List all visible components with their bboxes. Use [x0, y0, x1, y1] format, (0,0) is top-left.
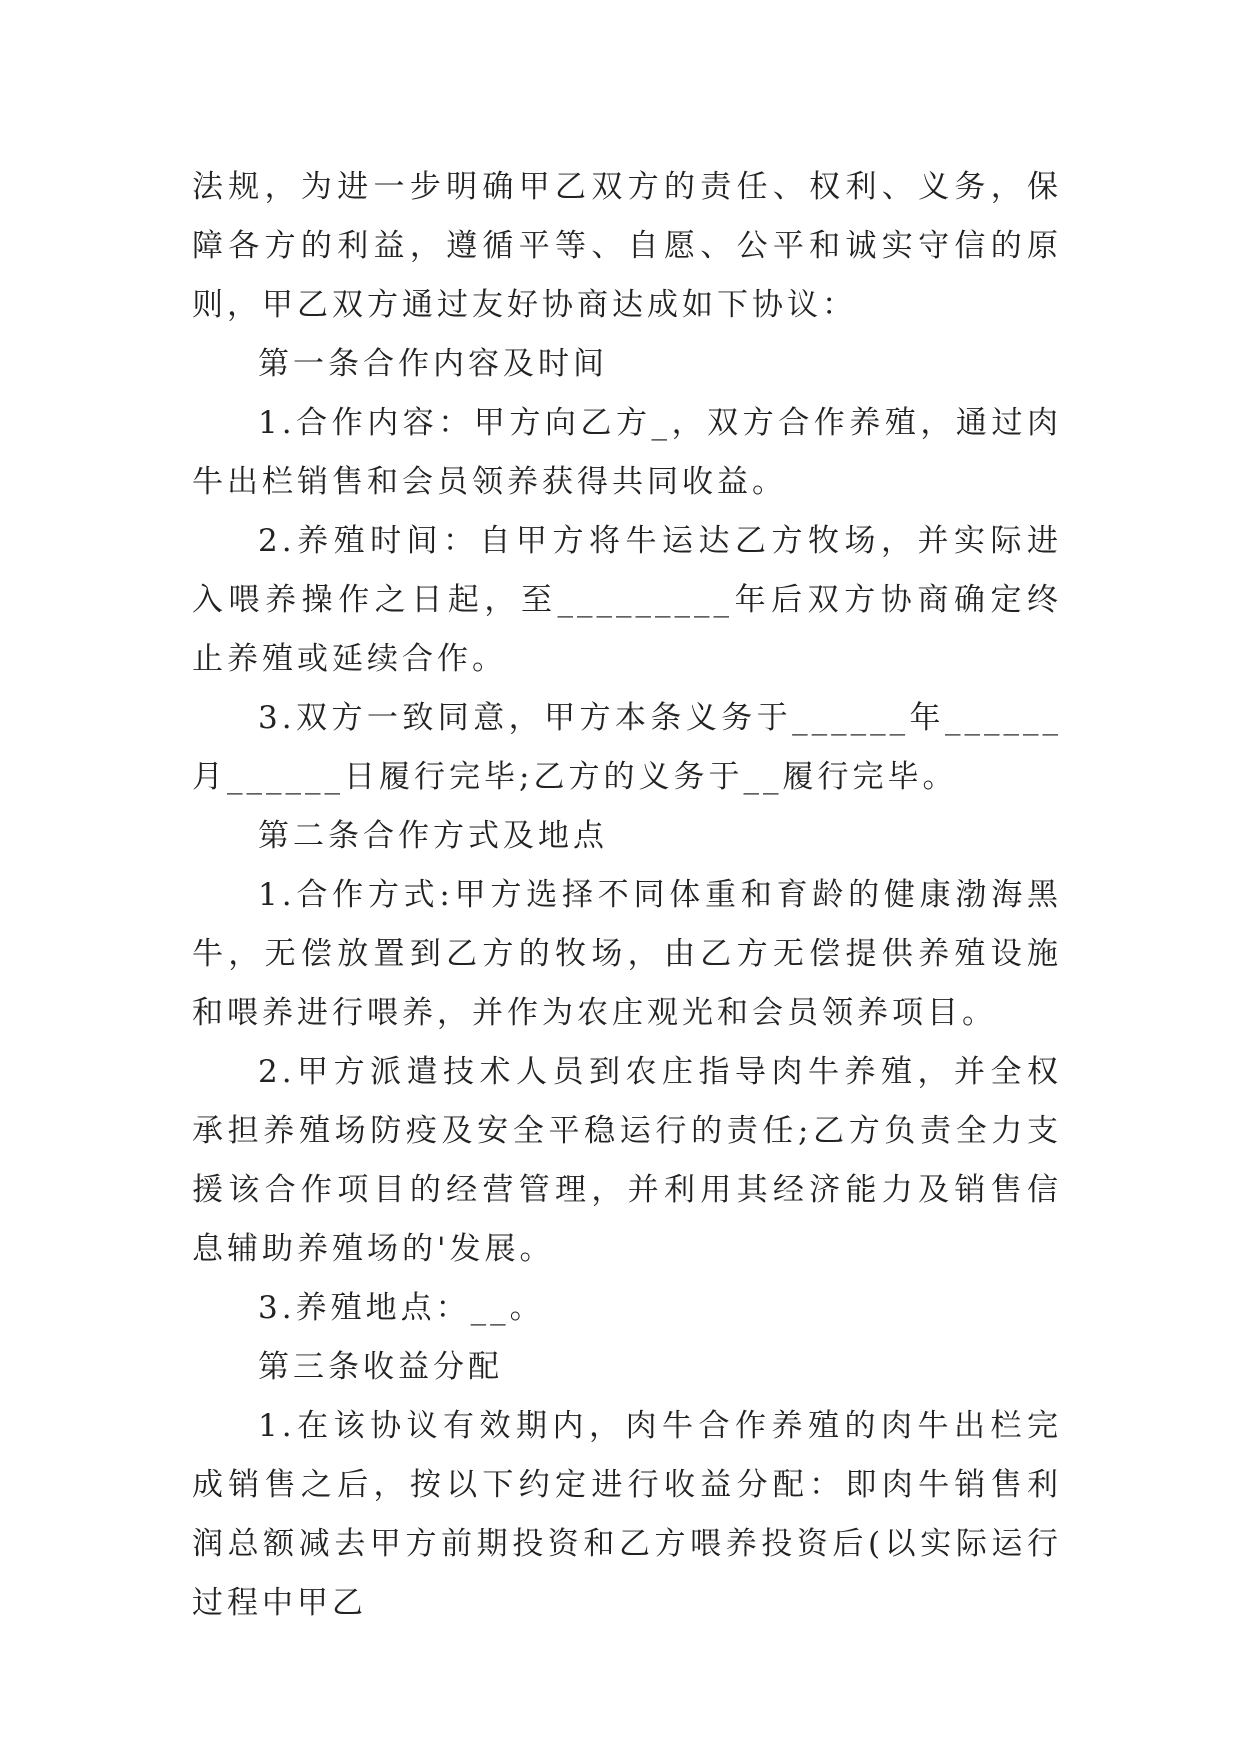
article-2-clause-3: 3.养殖地点：__。 [258, 1290, 545, 1326]
article-2-clause-2: 2.甲方派遣技术人员到农庄指导肉牛养殖，并全权承担养殖场防疫及安全平稳运行的责任;乙方负责全力支援该合作项目的经营管理，并利用其经济能力及销售信息辅助养殖场的'发展。 [192, 1054, 1062, 1267]
paragraph-preamble: 法规，为进一步明确甲乙双方的责任、权利、义务，保障各方的利益，遵循平等、自愿、公平和诚实守信的原则，甲乙双方通过友好协商达成如下协议： [192, 169, 1062, 323]
article-2-heading: 第二条合作方式及地点 [258, 818, 608, 854]
article-2-clause-1: 1.合作方式:甲方选择不同体重和育龄的健康渤海黑牛，无偿放置到乙方的牧场，由乙方无偿提供养殖设施和喂养进行喂养，并作为农庄观光和会员领养项目。 [192, 877, 1062, 1031]
article-1-clause-2: 2.养殖时间：自甲方将牛运达乙方牧场，并实际进入喂养操作之日起，至_________年后双方协商确定终止养殖或延续合作。 [192, 523, 1062, 677]
document-body [192, 158, 1062, 1633]
article-3-heading: 第三条收益分配 [258, 1349, 503, 1385]
article-3-clause-1: 1.在该协议有效期内，肉牛合作养殖的肉牛出栏完成销售之后，按以下约定进行收益分配：即肉牛销售利润总额减去甲方前期投资和乙方喂养投资后(以实际运行过程中甲乙 [192, 1408, 1062, 1621]
article-1-clause-3: 3.双方一致同意，甲方本条义务于______年______月______日履行完毕;乙方的义务于__履行完毕。 [192, 700, 1062, 795]
article-1-heading: 第一条合作内容及时间 [258, 346, 608, 382]
article-1-clause-1: 1.合作内容：甲方向乙方_，双方合作养殖，通过肉牛出栏销售和会员领养获得共同收益。 [192, 405, 1062, 500]
